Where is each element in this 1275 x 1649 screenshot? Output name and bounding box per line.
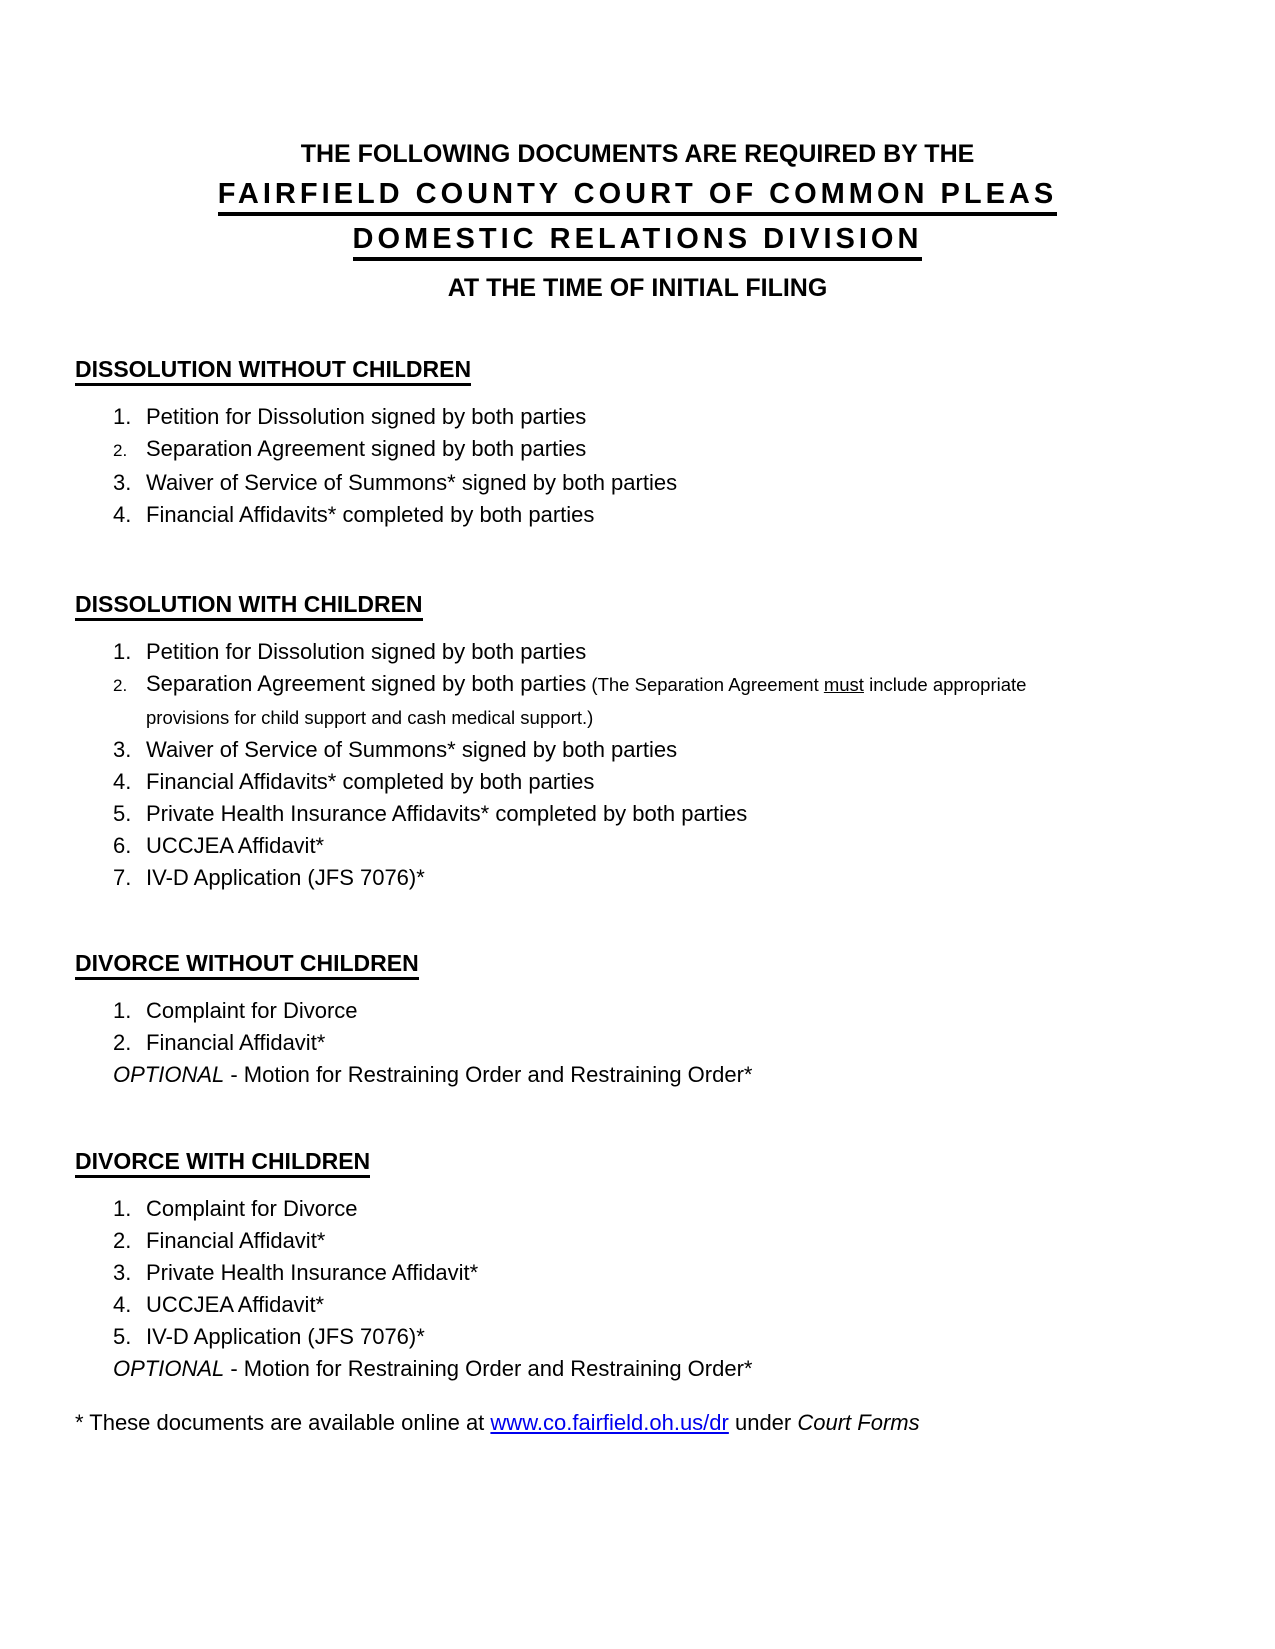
item-number: 3.: [113, 470, 132, 495]
list-item: [113, 1193, 1200, 1225]
document-section: [75, 591, 1200, 894]
item-number: 2.: [113, 676, 128, 695]
item-number: 4.: [113, 769, 132, 794]
item-text: Separation Agreement signed by both parties: [146, 436, 587, 461]
item-number: 2.: [113, 1030, 132, 1055]
list-item: [113, 734, 1200, 766]
list-item: [113, 668, 1200, 734]
footnote-link[interactable]: www.co.fairfield.oh.us/dr: [490, 1410, 729, 1435]
item-text: Waiver of Service of Summons* signed by both parties: [146, 470, 678, 495]
document-section: [75, 1148, 1200, 1385]
section-heading: DIVORCE WITH CHILDREN: [75, 1148, 370, 1178]
list-item: [113, 830, 1200, 862]
item-number: 2.: [113, 1228, 132, 1253]
list-item: [113, 636, 1200, 668]
item-number: 7.: [113, 865, 132, 890]
list-item: [113, 1225, 1200, 1257]
item-text: Financial Affidavits* completed by both parties: [146, 502, 595, 527]
optional-line: OPTIONAL - Motion for Restraining Order and Restraining Order*: [113, 1062, 753, 1087]
section-heading: DISSOLUTION WITHOUT CHILDREN: [75, 356, 471, 386]
list-item: [113, 1321, 1200, 1353]
optional-label: OPTIONAL: [113, 1356, 225, 1381]
item-number: 1.: [113, 1196, 132, 1221]
item-text: Complaint for Divorce: [146, 998, 358, 1023]
title-line-1: THE FOLLOWING DOCUMENTS ARE REQUIRED BY THE: [300, 140, 975, 168]
optional-label: OPTIONAL: [113, 1062, 225, 1087]
item-text: Private Health Insurance Affidavits* completed by both parties: [146, 801, 748, 826]
item-text: Petition for Dissolution signed by both parties: [146, 404, 587, 429]
sections: [75, 356, 1200, 1385]
list-item: [113, 1257, 1200, 1289]
document-title: [0, 136, 1275, 306]
title-line-3: [0, 217, 1275, 262]
item-text: Waiver of Service of Summons* signed by both parties: [146, 737, 678, 762]
section-list: [75, 1193, 1200, 1385]
title-line-2-underlined-text: FAIRFIELD COUNTY COURT OF COMMON PLEAS: [218, 178, 1057, 216]
list-item: [113, 766, 1200, 798]
footnote-text-pre: * These documents are available online at: [75, 1410, 491, 1435]
section-heading: DIVORCE WITHOUT CHILDREN: [75, 950, 419, 980]
item-text: UCCJEA Affidavit*: [146, 1292, 325, 1317]
list-item: [113, 401, 1200, 433]
list-item: [113, 798, 1200, 830]
item-text: Complaint for Divorce: [146, 1196, 358, 1221]
footnote: [75, 1408, 920, 1438]
item-number: 6.: [113, 833, 132, 858]
item-text: Financial Affidavit*: [146, 1228, 326, 1253]
item-text: Separation Agreement signed by both parties (The Separation Agreement must include appropriate provisions for child support and cash medical support.): [146, 671, 1027, 728]
item-text: IV-D Application (JFS 7076)*: [146, 865, 425, 890]
section-list: [75, 636, 1200, 894]
item-text: Financial Affidavit*: [146, 1030, 326, 1055]
item-number: 5.: [113, 1324, 132, 1349]
item-number: 1.: [113, 404, 132, 429]
item-number: 2.: [113, 441, 128, 460]
document-section: [75, 950, 1200, 1091]
item-number: 5.: [113, 801, 132, 826]
item-text: Petition for Dissolution signed by both parties: [146, 639, 587, 664]
document-section: [75, 356, 1200, 531]
list-item: [113, 1027, 1200, 1059]
item-text: UCCJEA Affidavit*: [146, 833, 325, 858]
item-text: Financial Affidavits* completed by both parties: [146, 769, 595, 794]
section-list: [75, 401, 1200, 531]
footnote-italic-text: Court Forms: [797, 1410, 920, 1435]
optional-line: OPTIONAL - Motion for Restraining Order and Restraining Order*: [113, 1356, 753, 1381]
item-number: 4.: [113, 1292, 132, 1317]
list-item: [113, 467, 1200, 499]
section-list: [75, 995, 1200, 1091]
list-item: [113, 499, 1200, 531]
list-item: [113, 995, 1200, 1027]
item-number: 3.: [113, 1260, 132, 1285]
item-number: 3.: [113, 737, 132, 762]
item-text: IV-D Application (JFS 7076)*: [146, 1324, 425, 1349]
title-line-2: [0, 172, 1275, 217]
footnote-text-mid: under: [728, 1410, 798, 1435]
list-item: [113, 433, 1200, 467]
item-number: 1.: [113, 639, 132, 664]
list-item: [113, 862, 1200, 894]
item-number: 4.: [113, 502, 132, 527]
title-line-3-underlined-text: DOMESTIC RELATIONS DIVISION: [353, 223, 923, 261]
item-text: Private Health Insurance Affidavit*: [146, 1260, 479, 1285]
section-heading: DISSOLUTION WITH CHILDREN: [75, 591, 423, 621]
item-number: 1.: [113, 998, 132, 1023]
item-note: (The Separation Agreement must include appropriate provisions for child support and cash medical support.): [146, 674, 1027, 728]
list-item: [113, 1289, 1200, 1321]
title-line-4: AT THE TIME OF INITIAL FILING: [447, 274, 828, 302]
